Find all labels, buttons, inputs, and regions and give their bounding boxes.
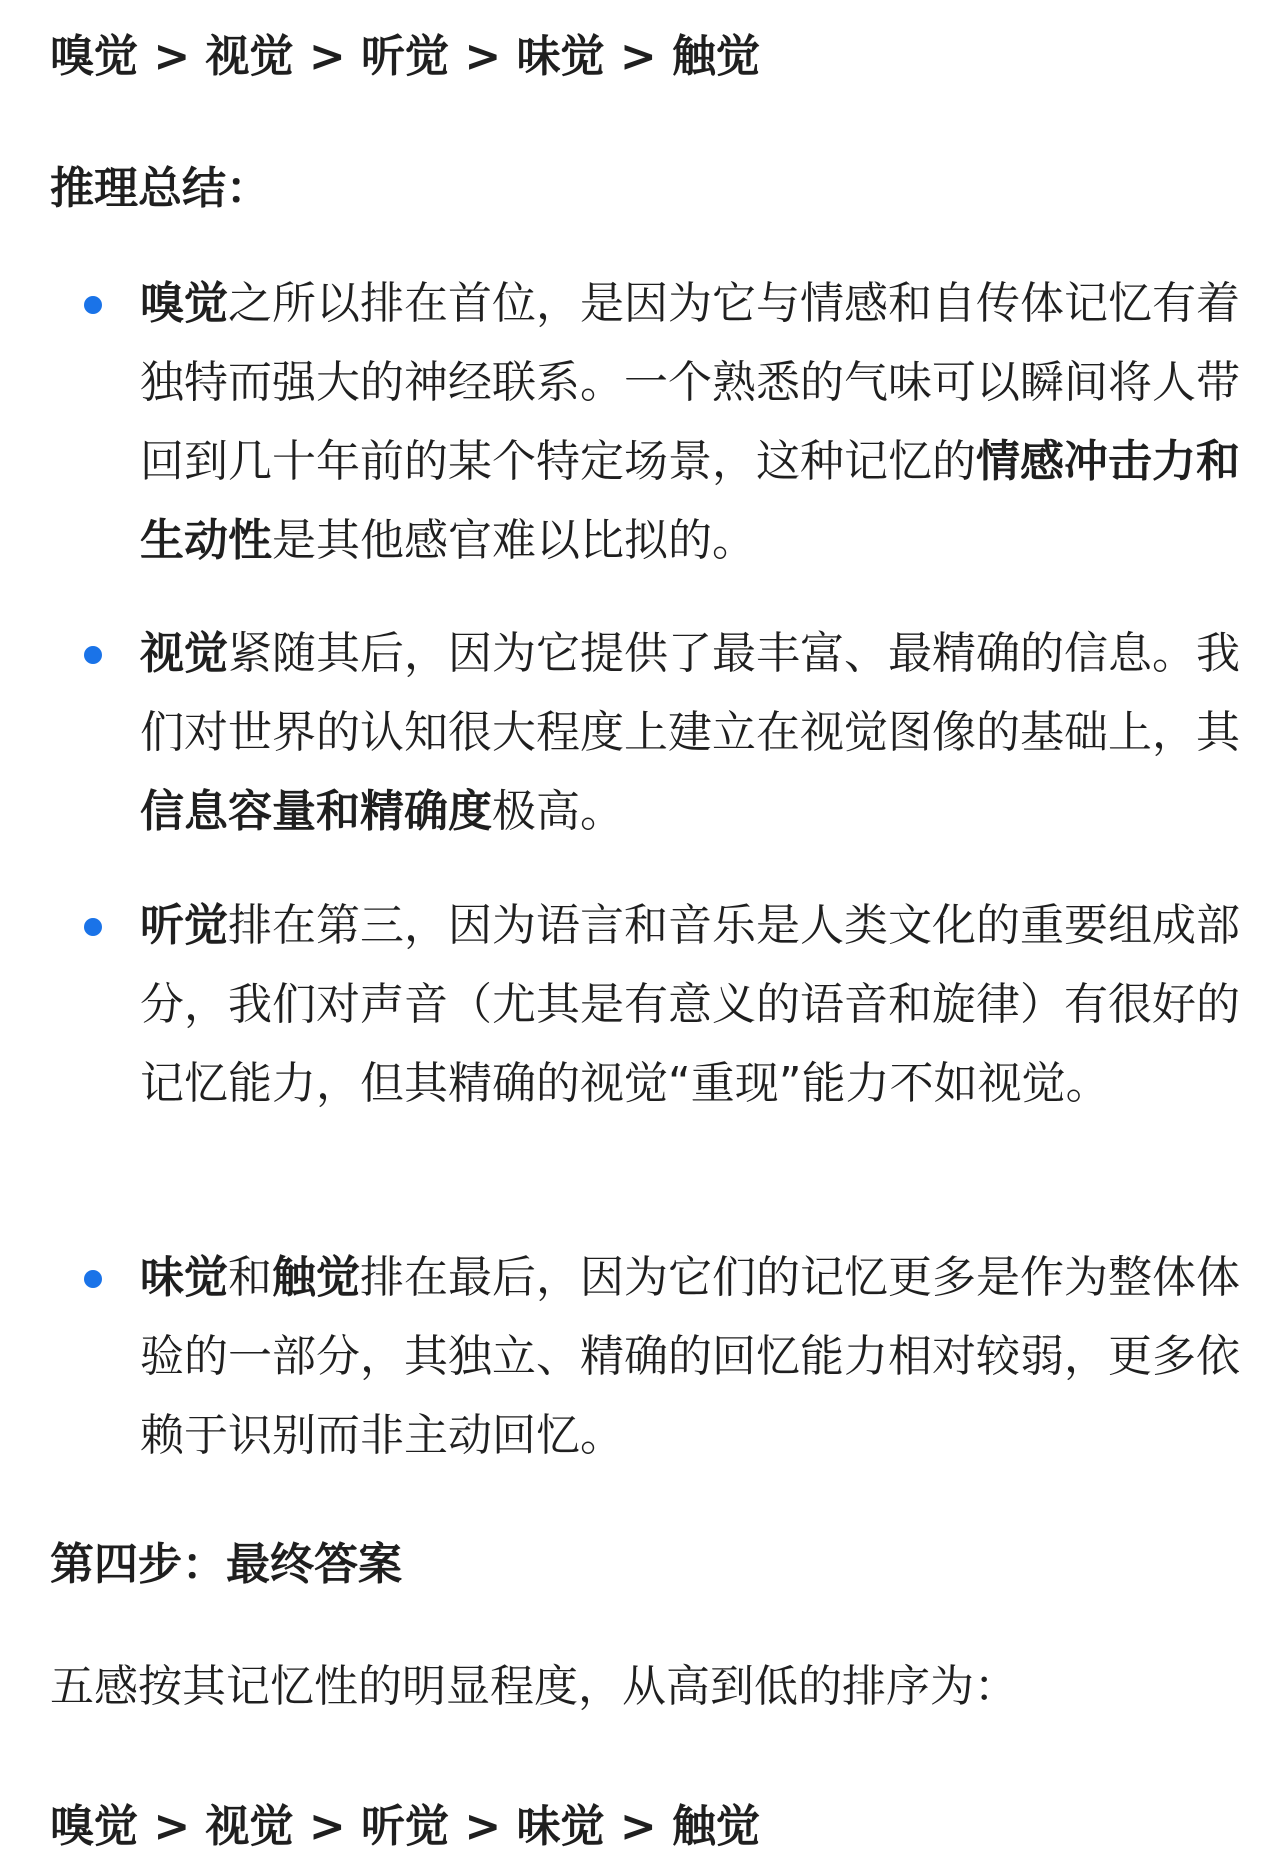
bullet-dot-icon: [84, 1270, 102, 1288]
bullet-dot-icon: [84, 296, 102, 314]
final-answer-sentence: 五感按其记忆性的明显程度，从高到低的排序为：: [50, 1661, 1018, 1712]
bold-term: 信息容量和精确度: [140, 786, 492, 837]
bold-term: 触觉: [272, 1252, 360, 1303]
body-text: 极高。: [492, 786, 624, 837]
body-text: 和: [228, 1252, 272, 1303]
list-item-text: [140, 1238, 1240, 1475]
bold-term: 嗅觉: [140, 278, 228, 329]
bold-term: 味觉: [140, 1252, 228, 1303]
body-text: 是其他感官难以比拟的。: [272, 515, 756, 566]
list-item-text: [140, 614, 1240, 851]
bullet-dot-icon: [84, 918, 102, 936]
bold-term: 听觉: [140, 900, 228, 951]
bold-term: 情感冲击力和生动性: [140, 436, 1240, 566]
bullet-dot-icon: [84, 646, 102, 664]
step4-heading: 第四步：最终答案: [50, 1539, 402, 1590]
list-item-text: [140, 886, 1240, 1123]
body-text: 排在最后，因为它们的记忆更多是作为整体体验的一部分，其独立、精确的回忆能力相对较弱，更多依赖于识别而非主动回忆。: [140, 1252, 1240, 1461]
summary-heading: 推理总结：: [50, 163, 270, 214]
ranking-line-bottom: 嗅觉 > 视觉 > 听觉 > 味觉 > 触觉: [50, 1801, 761, 1852]
ranking-line-top: 嗅觉 > 视觉 > 听觉 > 味觉 > 触觉: [50, 31, 761, 82]
list-item-text: [140, 264, 1240, 580]
body-text: 排在第三，因为语言和音乐是人类文化的重要组成部分，我们对声音（尤其是有意义的语音和旋律）有很好的记忆能力，但其精确的视觉“重现”能力不如视觉。: [140, 900, 1240, 1109]
body-text: 紧随其后，因为它提供了最丰富、最精确的信息。我们对世界的认知很大程度上建立在视觉图像的基础上，其: [140, 628, 1240, 758]
body-text: 之所以排在首位，是因为它与情感和自传体记忆有着独特而强大的神经联系。一个熟悉的气味可以瞬间将人带回到几十年前的某个特定场景，这种记忆的: [140, 278, 1240, 487]
bold-term: 视觉: [140, 628, 228, 679]
